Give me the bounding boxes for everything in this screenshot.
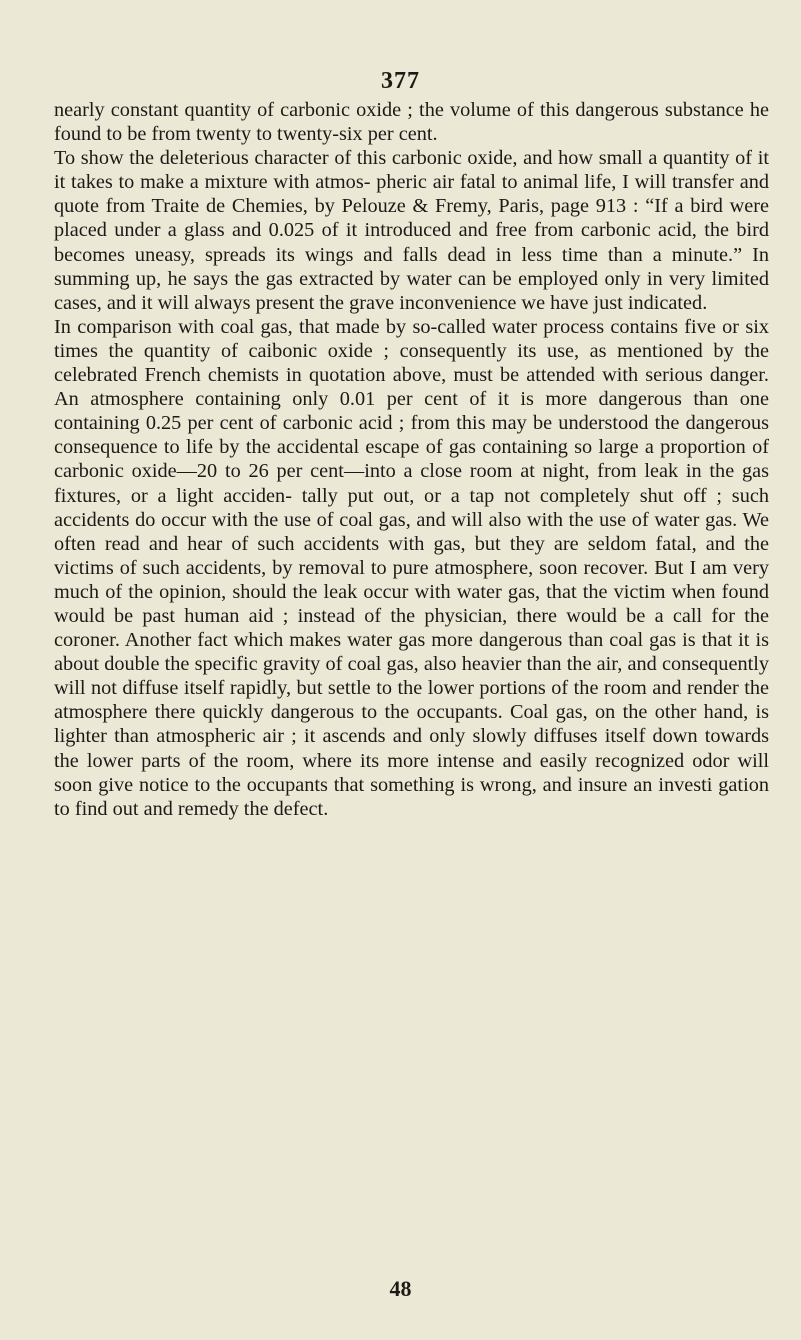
page-number: 377 — [381, 68, 420, 94]
body-text — [54, 98, 769, 821]
signature-mark: 48 — [389, 1276, 412, 1301]
paragraph-2: To show the deleterious character of this carbonic oxide, and how small a quantity of it it takes to make a mixture with atmos- pheric air fatal to animal life, I will transfer and quote from Traite de Chemies, by Pelouze & Fremy, Paris, page 913 : “If a bird were placed under a glass and 0.025 of it introduced and free from carbonic acid, the bird becomes uneasy, spreads its wings and falls dead in less time than a minute.” In summing up, he says the gas extracted by water can be employed only in very limited cases, and it will always present the grave inconvenience we have just indicated. — [54, 147, 769, 314]
paragraph-3: In comparison with coal gas, that made by so-called water process contains five or six times the quantity of caibonic oxide ; consequently its use, as mentioned by the celebrated French chemists in quotation above, must be attended with serious danger. An atmosphere containing only 0.01 per cent of it is more dangerous than one containing 0.25 per cent of carbonic acid ; from this may be understood the dangerous consequence to life by the accidental escape of gas containing so large a proportion of carbonic oxide—20 to 26 per cent—into a close room at night, from leak in the gas fixtures, or a light acciden- tally put out, or a tap not completely shut off ; such accidents do occur with the use of coal gas, and will also with the use of water gas. We often read and hear of such accidents with gas, but they are seldom fatal, and the victims of such accidents, by removal to pure atmosphere, soon recover. But I am very much of the opinion, should the leak occur with water gas, that the victim when found would be past human aid ; instead of the physician, there would be a call for the coroner. Another fact which makes water gas more dangerous than coal gas is that it is about double the specific gravity of coal gas, also heavier than the air, and consequently will not diffuse itself rapidly, but settle to the lower portions of the room and render the atmosphere there quickly dangerous to the occupants. Coal gas, on the other hand, is lighter than atmospheric air ; it ascends and only slowly diffuses itself down towards the lower parts of the room, where its more intense and easily recognized odor will soon give notice to the occupants that something is wrong, and insure an investi gation to find out and remedy the defect. — [54, 315, 769, 820]
paragraph-1: nearly constant quantity of carbonic oxide ; the volume of this dangerous substance he found to be from twenty to twenty-six per cent. — [54, 99, 769, 146]
